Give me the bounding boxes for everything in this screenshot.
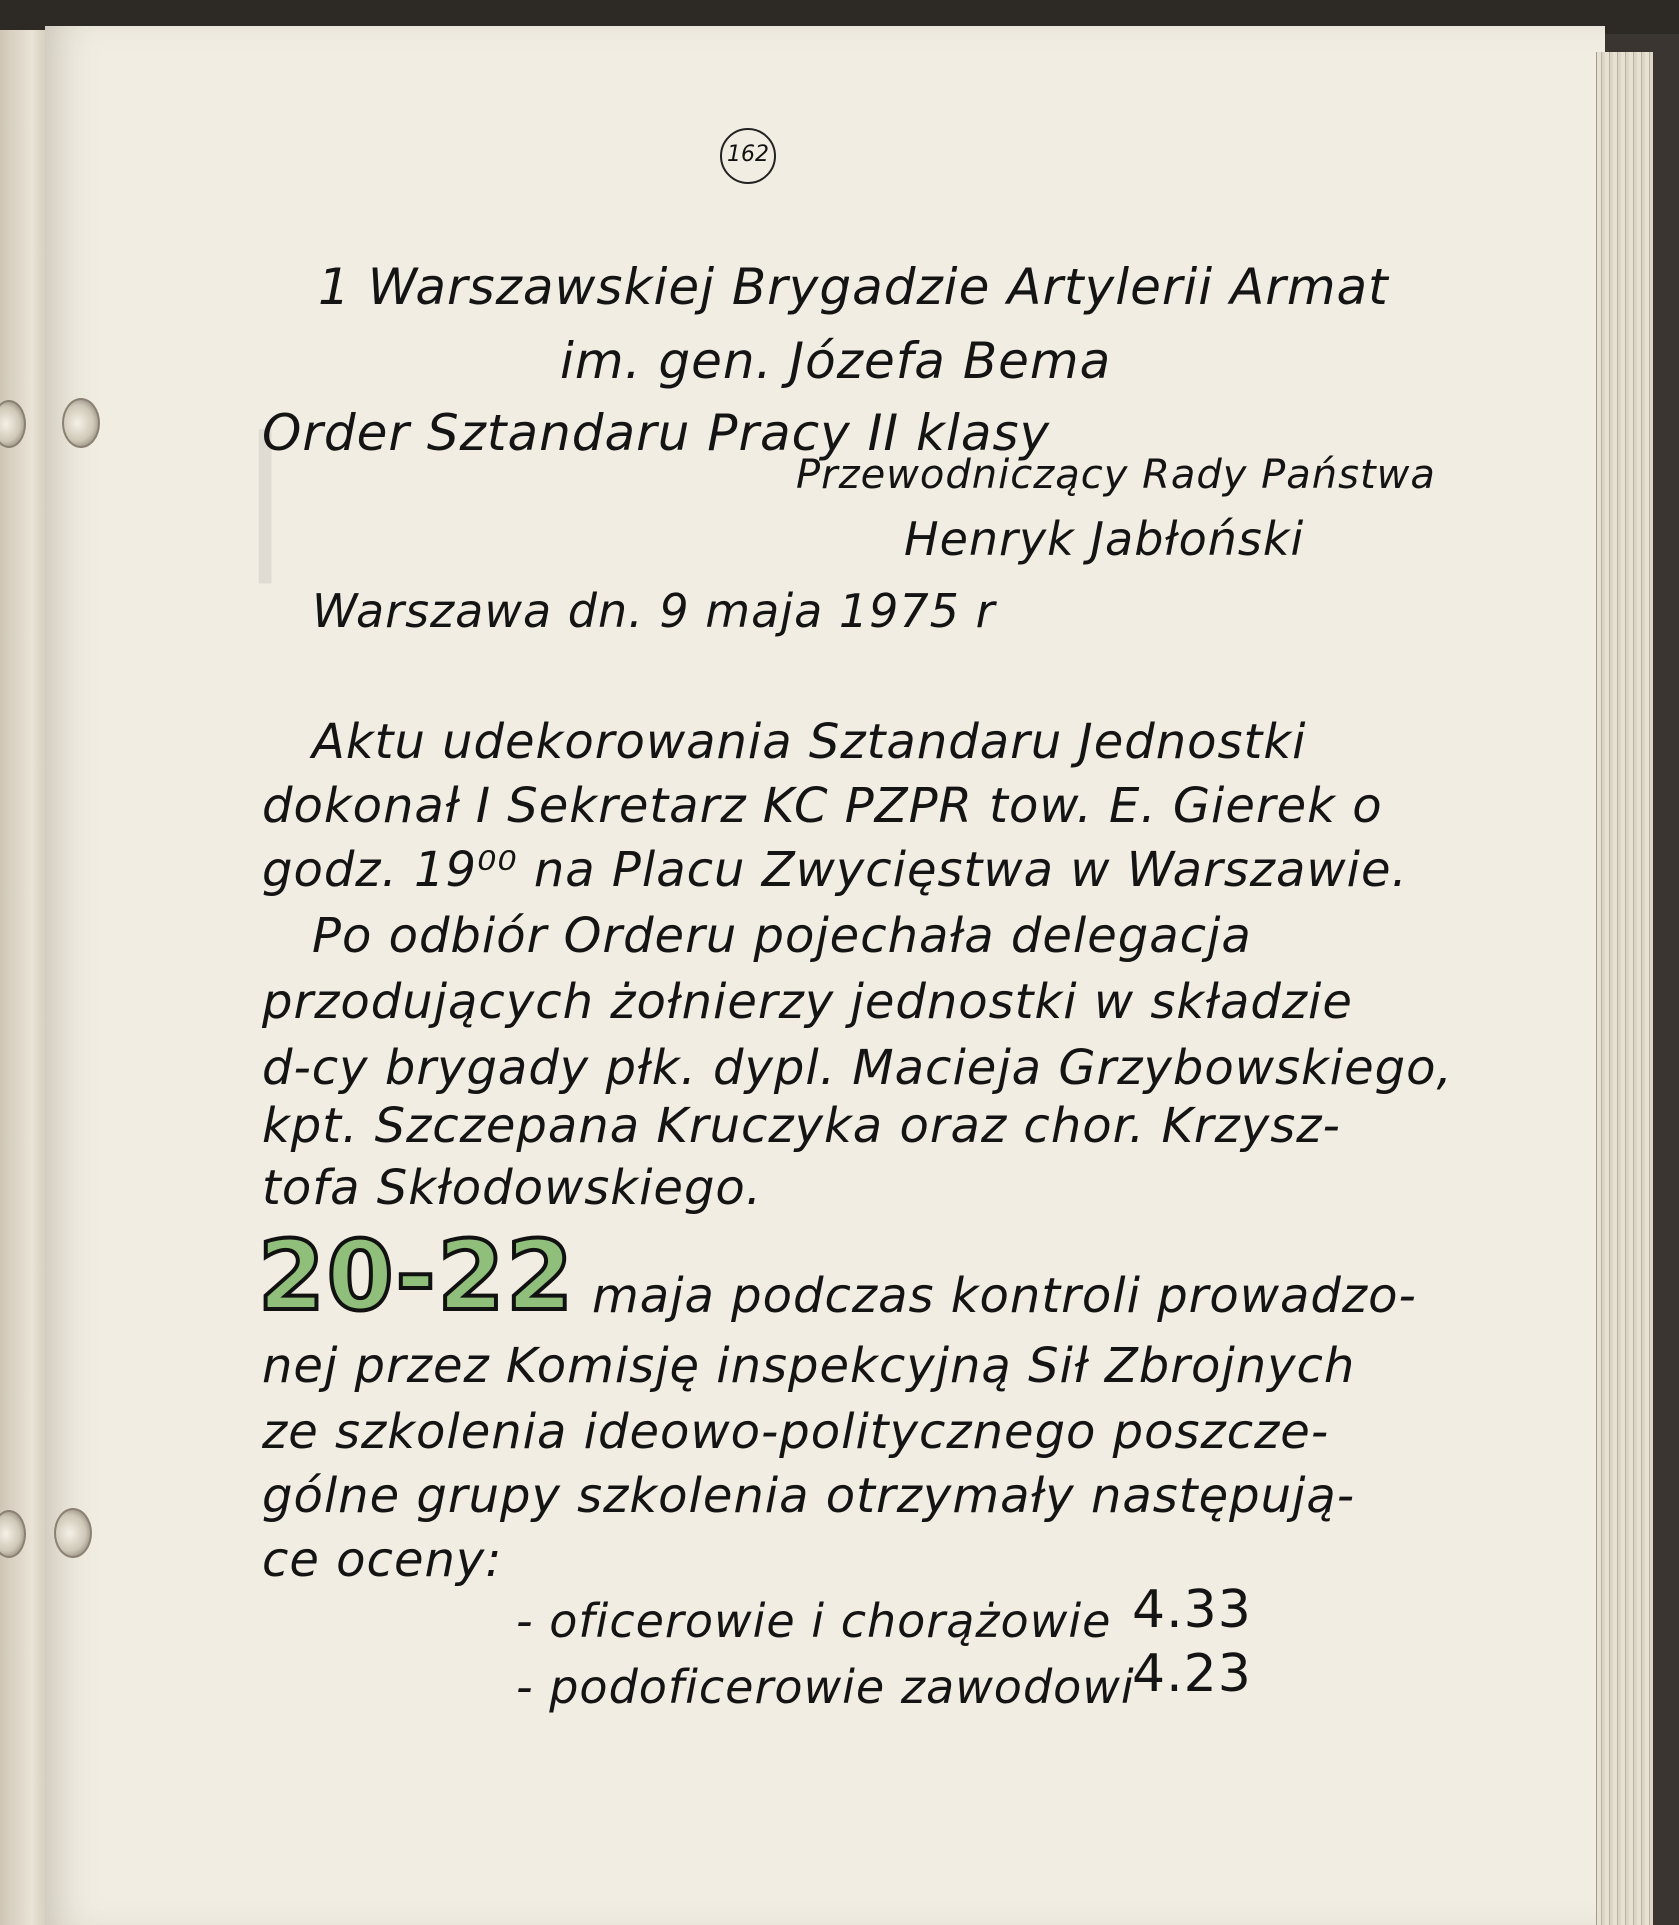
paragraph-line-7: kpt. Szczepana Kruczyka oraz chor. Krzysz-: [262, 1098, 1341, 1154]
left-page-edge: [0, 30, 46, 1925]
binder-hole-top: [62, 398, 100, 448]
header-line-6: Warszawa dn. 9 maja 1975 r: [312, 584, 996, 638]
header-line-4: Przewodniczący Rady Państwa: [796, 452, 1436, 498]
paragraph-line-4: Po odbiór Orderu pojechała delegacja: [312, 908, 1252, 964]
header-line-5: Henryk Jabłoński: [904, 512, 1305, 566]
page-edge-stack: [1596, 52, 1653, 1925]
decorated-date: 20-22: [258, 1220, 576, 1332]
paragraph-line-6: d-cy brygady płk. dypl. Macieja Grzybowskiego,: [262, 1040, 1453, 1096]
page-number: 162: [720, 128, 776, 184]
grade-value-2: 4.23: [1132, 1644, 1252, 1704]
section-line-4: gólne grupy szkolenia otrzymały następują-: [262, 1468, 1356, 1524]
header-line-2: im. gen. Józefa Bema: [560, 332, 1112, 390]
bleed-through-mark: ▏: [260, 430, 360, 582]
paragraph-line-2: dokonał I Sekretarz KC PZPR tow. E. Gierek o: [262, 778, 1383, 834]
header-line-3: Order Sztandaru Pracy II klasy: [262, 404, 1051, 462]
grade-value-1: 4.33: [1132, 1580, 1252, 1640]
binder-hole-bottom: [54, 1508, 92, 1558]
section-line-5: ce oceny:: [262, 1532, 503, 1588]
section-line-2: nej przez Komisję inspekcyjną Sił Zbrojnych: [262, 1338, 1356, 1394]
section-line-3: ze szkolenia ideowo-politycznego poszcze-: [262, 1404, 1330, 1460]
paragraph-line-5: przodujących żołnierzy jednostki w składzie: [262, 974, 1353, 1030]
header-line-1: 1 Warszawskiej Brygadzie Artylerii Armat: [318, 258, 1389, 316]
paragraph-line-3: godz. 19⁰⁰ na Placu Zwycięstwa w Warszawie.: [262, 842, 1408, 898]
paragraph-line-8: tofa Skłodowskiego.: [262, 1160, 763, 1216]
section-line-1: maja podczas kontroli prowadzo-: [592, 1268, 1417, 1324]
paragraph-line-1: Aktu udekorowania Sztandaru Jednostki: [312, 714, 1307, 770]
grade-label-2: - podoficerowie zawodowi: [516, 1660, 1135, 1714]
grade-label-1: - oficerowie i chorążowie: [516, 1594, 1112, 1648]
